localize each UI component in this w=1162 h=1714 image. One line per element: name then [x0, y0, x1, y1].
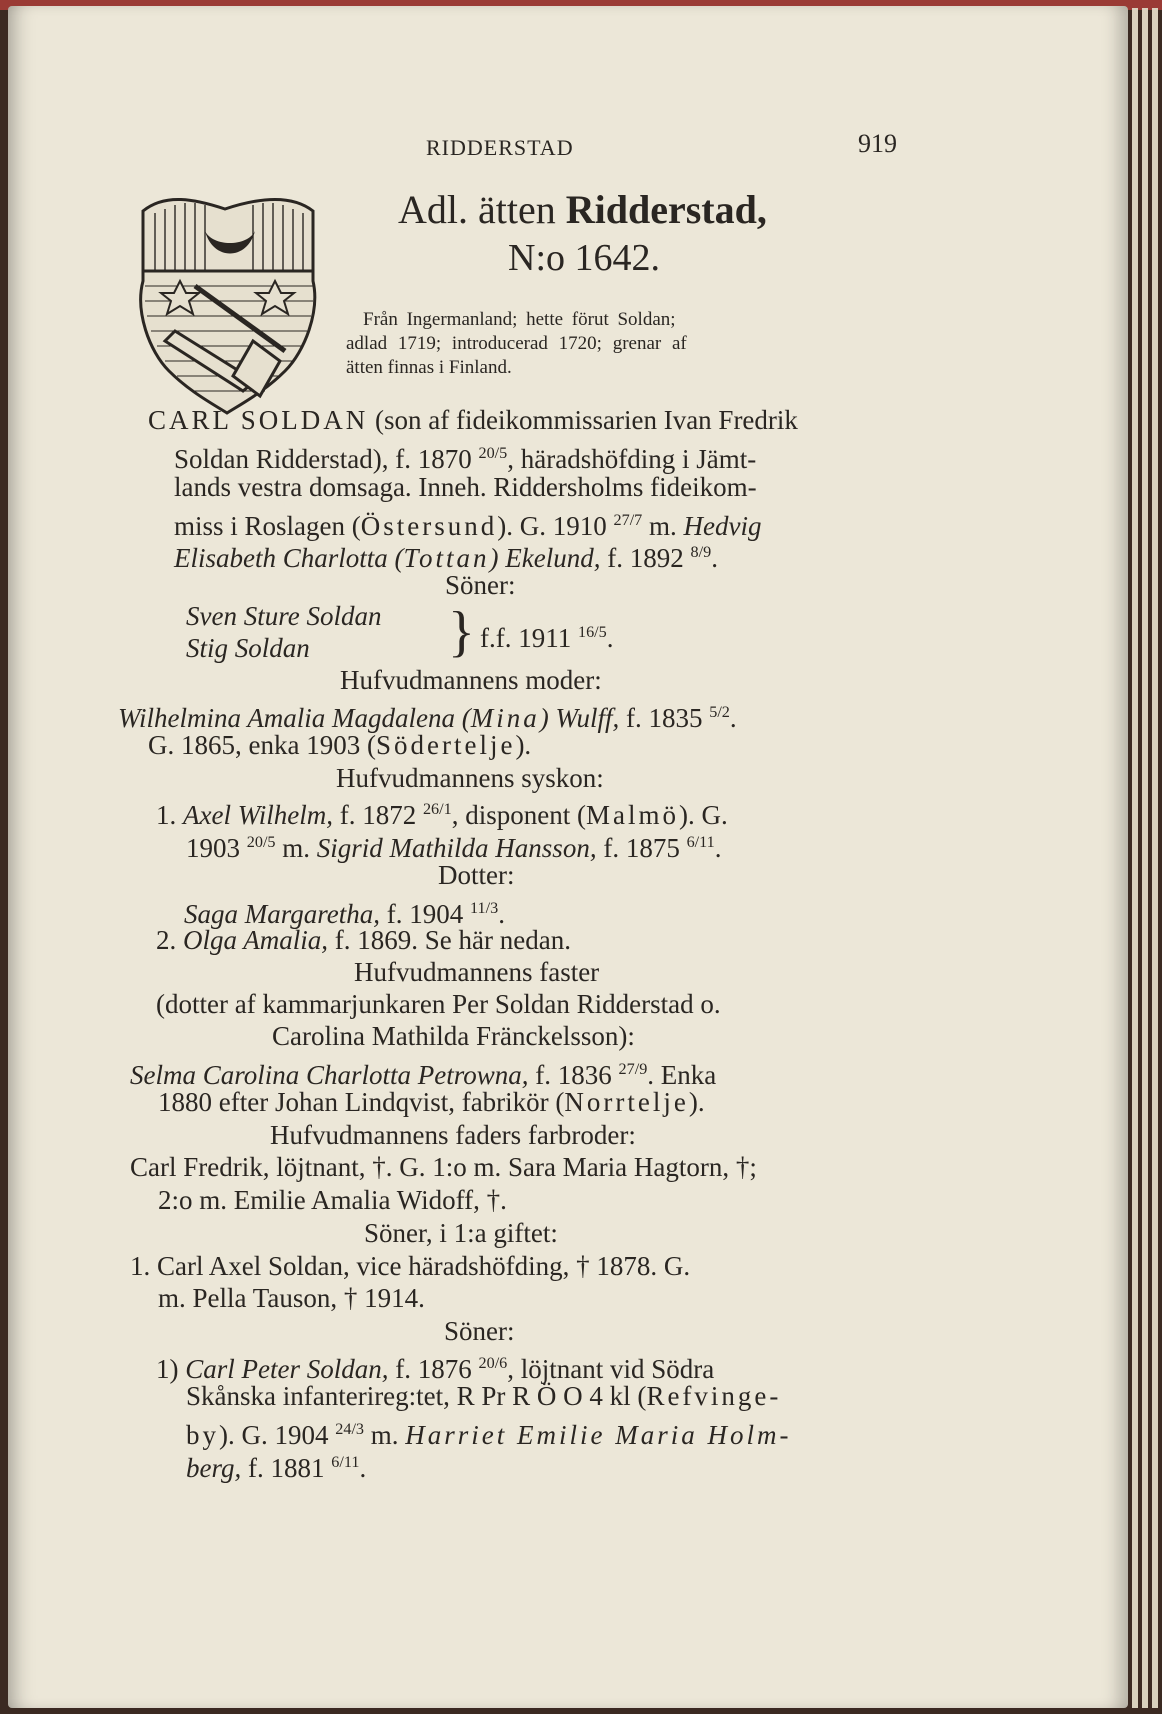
section-heading: Dotter:: [438, 860, 515, 890]
entry-line: Soldan Ridderstad), f. 1870 $^{20/5}$, häradshöfding i Jämt-: [174, 444, 757, 474]
family-number: N:o 1642.: [508, 237, 660, 279]
entry-line: Skånska infanterireg:tet, R Pr R Ö O 4 kl (Refvinge-: [186, 1381, 782, 1411]
entry-line: Saga Margaretha, f. 1904 $^{11/3}$.: [184, 899, 505, 929]
entry-line: m. Pella Tauson, † 1914.: [158, 1283, 425, 1313]
section-heading: Söner, i 1:a giftet:: [364, 1218, 558, 1248]
section-heading: Söner:: [445, 570, 516, 600]
entry-line: Wilhelmina Amalia Magdalena (Mina) Wulff, f. 1835 $^{5/2}$.: [118, 703, 737, 733]
section-heading: Hufvudmannens faders farbroder:: [270, 1120, 636, 1150]
son-name: Sven Sture Soldan: [186, 601, 382, 631]
running-title: RIDDERSTAD: [426, 135, 574, 160]
entry-line: Carolina Mathilda Fränckelsson):: [272, 1021, 635, 1051]
page-edge: [1132, 8, 1138, 1708]
section-heading: Hufvudmannens moder:: [340, 665, 602, 695]
entry-line: 2. Olga Amalia, f. 1869. Se här nedan.: [156, 925, 571, 955]
entry-line: 1903 $^{20/5}$ m. Sigrid Mathilda Hansson, f. 1875 $^{6/11}$.: [186, 833, 722, 863]
book-page: [8, 6, 1128, 1708]
entry-line: Elisabeth Charlotta (Tottan) Ekelund, f. 1892 $^{8/9}$.: [174, 543, 718, 573]
intro-line-3: ätten finnas i Finland.: [346, 357, 512, 378]
entry-line: berg, f. 1881 $^{6/11}$.: [186, 1453, 367, 1483]
twins-birth: f.f. 1911 $^{16/5}$.: [480, 623, 614, 653]
entry-line: miss i Roslagen (Östersund). G. 1910 $^{27/7}$ m. Hedvig: [174, 511, 762, 541]
entry-line: lands vestra domsaga. Inneh. Riddersholms fideikom-: [174, 472, 757, 502]
entry-line: CARL SOLDAN (son af fideikommissarien Ivan Fredrik: [148, 405, 798, 435]
entry-line: G. 1865, enka 1903 (Södertelje).: [148, 730, 532, 760]
intro-line-2: adlad 1719; introducerad 1720; grenar af: [346, 333, 687, 354]
section-heading: Hufvudmannens faster: [354, 957, 600, 987]
page-number: 919: [858, 129, 897, 158]
title-prefix: Adl. ätten: [398, 187, 566, 232]
page-edge: [1152, 8, 1158, 1708]
page-edge: [1142, 8, 1148, 1708]
section-heading: Hufvudmannens syskon:: [336, 763, 604, 793]
brace: }: [448, 601, 475, 663]
entry-line: Selma Carolina Charlotta Petrowna, f. 1836 $^{27/9}$. Enka: [130, 1060, 717, 1090]
entry-line: 2:o m. Emilie Amalia Widoff, †.: [158, 1185, 507, 1215]
entry-line: Carl Fredrik, löjtnant, †. G. 1:o m. Sara Maria Hagtorn, †;: [130, 1152, 757, 1182]
entry-line: 1. Axel Wilhelm, f. 1872 $^{26/1}$, disponent (Malmö). G.: [156, 800, 728, 830]
family-name: Ridderstad,: [565, 187, 767, 232]
son-name: Stig Soldan: [186, 633, 310, 663]
entry-line: 1) Carl Peter Soldan, f. 1876 $^{20/6}$, löjtnant vid Södra: [156, 1354, 715, 1384]
entry-line: by). G. 1904 $^{24/3}$ m. Harriet Emilie Maria Holm-: [186, 1420, 792, 1450]
entry-line: 1880 efter Johan Lindqvist, fabrikör (Norrtelje).: [158, 1087, 705, 1117]
entry-line: (dotter af kammarjunkaren Per Soldan Ridderstad o.: [156, 989, 721, 1019]
section-heading: Söner:: [444, 1316, 515, 1346]
intro-line-1: Från Ingermanland; hette förut Soldan;: [363, 309, 676, 330]
family-title: [398, 186, 767, 234]
entry-line: 1. Carl Axel Soldan, vice häradshöfding, † 1878. G.: [130, 1251, 691, 1281]
coat-of-arms-icon: [135, 191, 325, 421]
